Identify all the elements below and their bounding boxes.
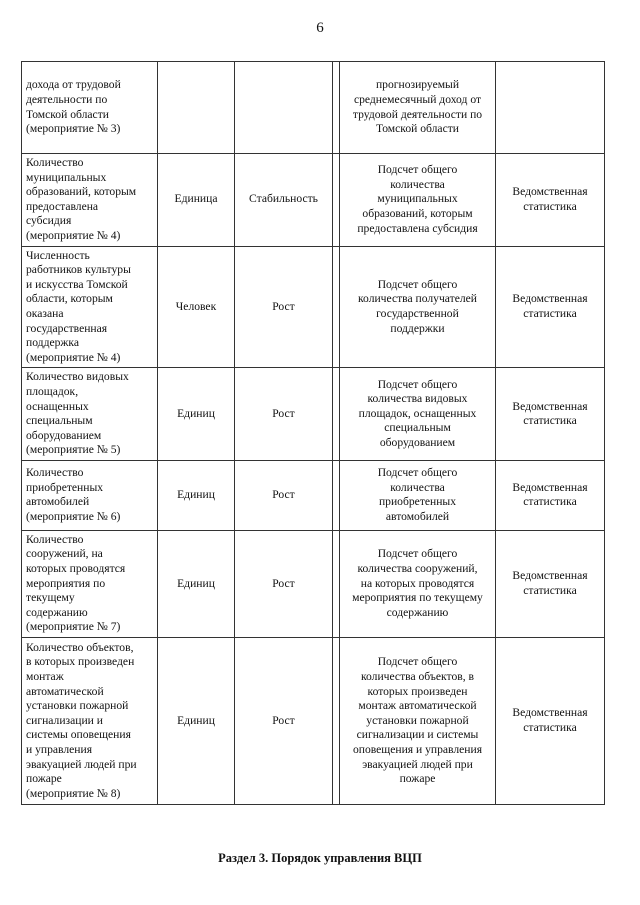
blank-cell <box>333 246 340 368</box>
page-number: 6 <box>316 20 324 36</box>
indicator-name-cell: Количество видовых площадок, оснащенных специальным оборудованием (мероприятие № 5) <box>22 368 158 461</box>
trend-cell: Рост <box>235 246 333 368</box>
method-cell: Подсчет общего количества объектов, в которых произведен монтаж автоматической установки пожарной сигнализации и системы оповещения и управления эвакуацией людей при пожаре <box>340 638 496 805</box>
blank-cell <box>333 154 340 247</box>
table-row <box>22 246 605 368</box>
trend-cell: Рост <box>235 638 333 805</box>
table-row <box>22 368 605 461</box>
trend-cell: Рост <box>235 368 333 461</box>
source-cell: Ведомственная статистика <box>496 246 605 368</box>
section-heading: Раздел 3. Порядок управления ВЦП <box>218 851 422 865</box>
table-row <box>22 638 605 805</box>
indicator-name-cell: дохода от трудовой деятельности по Томской области (мероприятие № 3) <box>22 62 158 154</box>
indicator-name-cell: Количество муниципальных образований, которым предоставлена субсидия (мероприятие № 4) <box>22 154 158 247</box>
blank-cell <box>333 368 340 461</box>
unit-cell: Единиц <box>158 638 235 805</box>
blank-cell <box>333 638 340 805</box>
blank-cell <box>333 460 340 530</box>
source-cell <box>496 62 605 154</box>
table-row <box>22 460 605 530</box>
method-cell: Подсчет общего количества приобретенных автомобилей <box>340 460 496 530</box>
table-row <box>22 62 605 154</box>
source-cell: Ведомственная статистика <box>496 460 605 530</box>
method-cell: Подсчет общего количества муниципальных образований, которым предоставлена субсидия <box>340 154 496 247</box>
trend-cell: Рост <box>235 460 333 530</box>
trend-cell: Рост <box>235 530 333 637</box>
unit-cell: Единиц <box>158 368 235 461</box>
method-cell: прогнозируемый среднемесячный доход от трудовой деятельности по Томской области <box>340 62 496 154</box>
indicator-name-cell: Количество приобретенных автомобилей (мероприятие № 6) <box>22 460 158 530</box>
method-cell: Подсчет общего количества видовых площадок, оснащенных специальным оборудованием <box>340 368 496 461</box>
indicator-name-cell: Численность работников культуры и искусства Томской области, которым оказана государственная поддержка (мероприятие № 4) <box>22 246 158 368</box>
source-cell: Ведомственная статистика <box>496 154 605 247</box>
trend-cell <box>235 62 333 154</box>
unit-cell: Единиц <box>158 530 235 637</box>
indicator-name-cell: Количество сооружений, на которых проводятся мероприятия по текущему содержанию (мероприятие № 7) <box>22 530 158 637</box>
blank-cell <box>333 62 340 154</box>
unit-cell: Человек <box>158 246 235 368</box>
indicators-table <box>21 61 605 805</box>
unit-cell: Единица <box>158 154 235 247</box>
source-cell: Ведомственная статистика <box>496 368 605 461</box>
method-cell: Подсчет общего количества получателей государственной поддержки <box>340 246 496 368</box>
method-cell: Подсчет общего количества сооружений, на которых проводятся мероприятия по текущему содержанию <box>340 530 496 637</box>
unit-cell <box>158 62 235 154</box>
source-cell: Ведомственная статистика <box>496 530 605 637</box>
indicator-name-cell: Количество объектов, в которых произведен монтаж автоматической установки пожарной сигнализации и системы оповещения и управления эвакуацией людей при пожаре (мероприятие № 8) <box>22 638 158 805</box>
table-row <box>22 154 605 247</box>
unit-cell: Единиц <box>158 460 235 530</box>
table-row <box>22 530 605 637</box>
source-cell: Ведомственная статистика <box>496 638 605 805</box>
blank-cell <box>333 530 340 637</box>
trend-cell: Стабильность <box>235 154 333 247</box>
